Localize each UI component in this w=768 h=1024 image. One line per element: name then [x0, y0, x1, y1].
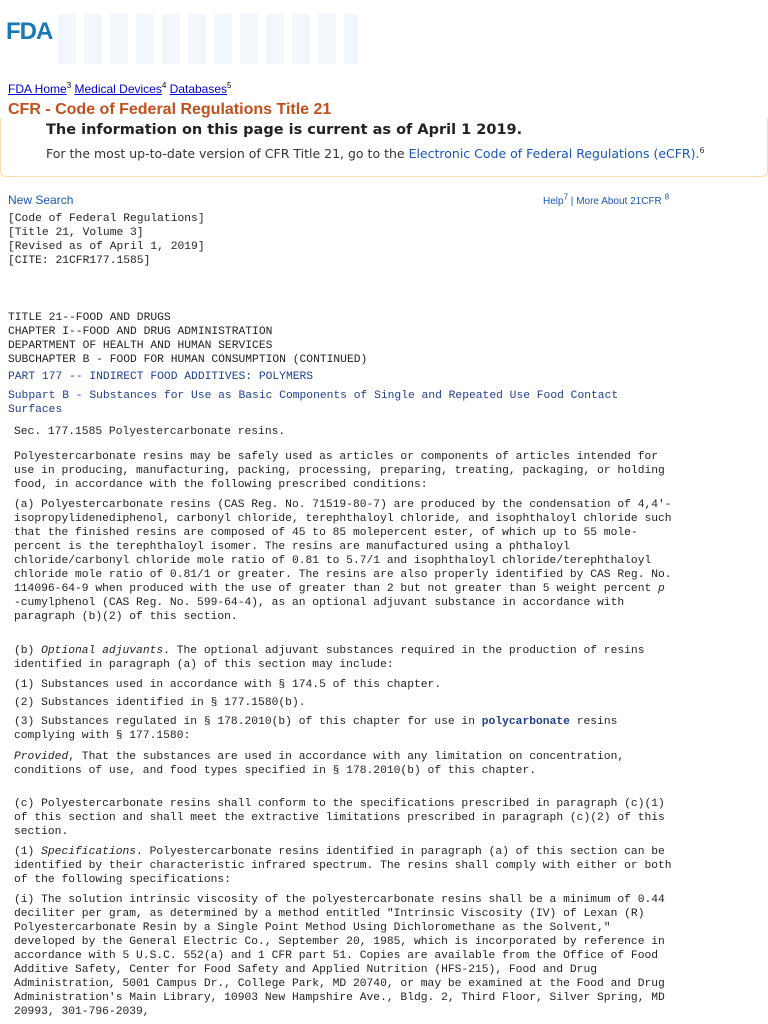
ecfr-link-sup: 6 — [699, 145, 705, 155]
notice-body — [46, 146, 705, 161]
paragraph-c1i: (i) The solution intrinsic viscosity of the polyestercarbonate resins shall be a minimum of 0.44 deciliter per gram, as determined by a method entitled "Intrinsic Viscosity (IV) of Lexan (R) Polyestercarbonate Resin by a Single Point Method Using Dichloromethane as the Solvent," developed by the General Electric Co., September 20, 1985, which is incorporated by reference in accordance with 5 U.S.C. 552(a) and 1 CFR part 51. Copies are available from the Office of Food Additive Safety, Center for Food Safety and Applied Nutrition (HFS-215), Food and Drug Administration, 5001 Campus Dr., College Park, MD 20740, or may be examined at the Food and Drug Administration's Main Library, 10903 New Hampshire Ave., Bldg. 2, Third Floor, Silver Spring, MD 20993, 301-796-2039, — [14, 894, 665, 1018]
subchapter-line: SUBCHAPTER B - FOOD FOR HUMAN CONSUMPTION (CONTINUED) — [8, 354, 368, 366]
page-title: CFR - Code of Federal Regulations Title 21 — [8, 101, 332, 118]
paragraph-b1: (1) Substances used in accordance with § 174.5 of this chapter. — [14, 679, 442, 691]
provided-paragraph: Provided, That the substances are used in accordance with any limitation on concentration, conditions of use, and food types specified in § 178.2010(b) of this chapter. — [14, 751, 625, 777]
ecfr-link[interactable]: Electronic Code of Federal Regulations (eCFR). — [408, 146, 700, 161]
breadcrumb-sup: 3 — [66, 81, 72, 90]
title-hierarchy — [8, 311, 367, 367]
header-line: [CITE: 21CFR177.1585] — [8, 255, 151, 267]
header-line: [Code of Federal Regulations] — [8, 213, 205, 225]
breadcrumb-sup: 5 — [227, 81, 232, 90]
fda-logo[interactable]: FDA — [6, 18, 53, 45]
intro-paragraph: Polyestercarbonate resins may be safely used as articles or components of articles intended for use in producing, manufacturing, packing, processing, preparing, treating, packaging, or holding food, in accordance with the following prescribed conditions: — [14, 451, 665, 491]
paragraph-c1: (1) Specifications. Polyestercarbonate resins identified in paragraph (a) of this section can be identified by their characteristic infrared spectrum. The resins shall comply with either or both of the following specifications: — [14, 846, 672, 886]
breadcrumb-fda-home[interactable]: FDA Home — [8, 82, 67, 96]
notice-text: For the most up-to-date version of CFR Title 21, go to the — [46, 146, 409, 161]
link-separator: | — [568, 196, 577, 207]
breadcrumb-databases[interactable]: Databases — [169, 82, 228, 96]
paragraph-c: (c) Polyestercarbonate resins shall conform to the specifications prescribed in paragraph (c)(1) of this section and shall meet the extractive limitations prescribed in paragraph (c)(2) of this section. — [14, 798, 665, 838]
department-line: DEPARTMENT OF HEALTH AND HUMAN SERVICES — [8, 340, 273, 352]
paragraph-b2: (2) Substances identified in § 177.1580(b). — [14, 697, 306, 709]
breadcrumb — [8, 82, 231, 96]
header-line: [Revised as of April 1, 2019] — [8, 241, 205, 253]
paragraph-b: (b) Optional adjuvants. The optional adjuvant substances required in the production of resins identified in paragraph (a) of this section may include: — [14, 645, 645, 671]
chapter-line: CHAPTER I--FOOD AND DRUG ADMINISTRATION — [8, 326, 273, 338]
part-heading: PART 177 -- INDIRECT FOOD ADDITIVES: POLYMERS — [8, 371, 314, 383]
title-line: TITLE 21--FOOD AND DRUGS — [8, 312, 171, 324]
breadcrumb-medical-devices[interactable]: Medical Devices — [74, 82, 162, 96]
breadcrumb-sup: 4 — [161, 81, 167, 90]
paragraph-b3: (3) Substances regulated in § 178.2010(b) of this chapter for use in polycarbonate resins complying with § 177.1580: — [14, 716, 618, 742]
paragraph-a: (a) Polyestercarbonate resins (CAS Reg. No. 71519-80-7) are produced by the condensation of 4,4'-isopropylidenediphenol, carbonyl chloride, terephthaloyl chloride, and isophthaloyl chloride such that the finished resins are composed of 45 to 85 molepercent ester, of which up to 55 mole-percent is the terephthaloyl isomer. The resins are manufactured using a phthaloyl chloride/carbonyl chloride mole ratio of 0.81 to 5.7/1 and isophthaloyl chloride/terephthaloyl chloride mole ratio of 0.81/1 or greater. The resins are also properly identified by CAS Reg. No. 114096-64-9 when produced with the use of greater than 2 but not greater than 5 weight percent p -cumylphenol (CAS Reg. No. 599-64-4), as an optional adjuvant substance in accordance with paragraph (b)(2) of this section. — [14, 499, 672, 623]
subpart-heading: Subpart B - Substances for Use as Basic Components of Single and Repeated Use Food Contact Surfaces — [8, 390, 619, 416]
header-line: [Title 21, Volume 3] — [8, 227, 144, 239]
header-banner-watermark — [58, 14, 358, 64]
section-title: Sec. 177.1585 Polyestercarbonate resins. — [14, 426, 286, 438]
new-search-link[interactable]: New Search — [8, 193, 74, 207]
help-link[interactable]: Help$^7$ — [543, 192, 569, 207]
more-about-21cfr-link[interactable]: More About 21CFR $^8$ — [576, 192, 670, 207]
help-links — [543, 192, 670, 207]
notice-heading: The information on this page is current as of April 1 2019. — [46, 122, 523, 138]
document-header — [8, 212, 205, 268]
